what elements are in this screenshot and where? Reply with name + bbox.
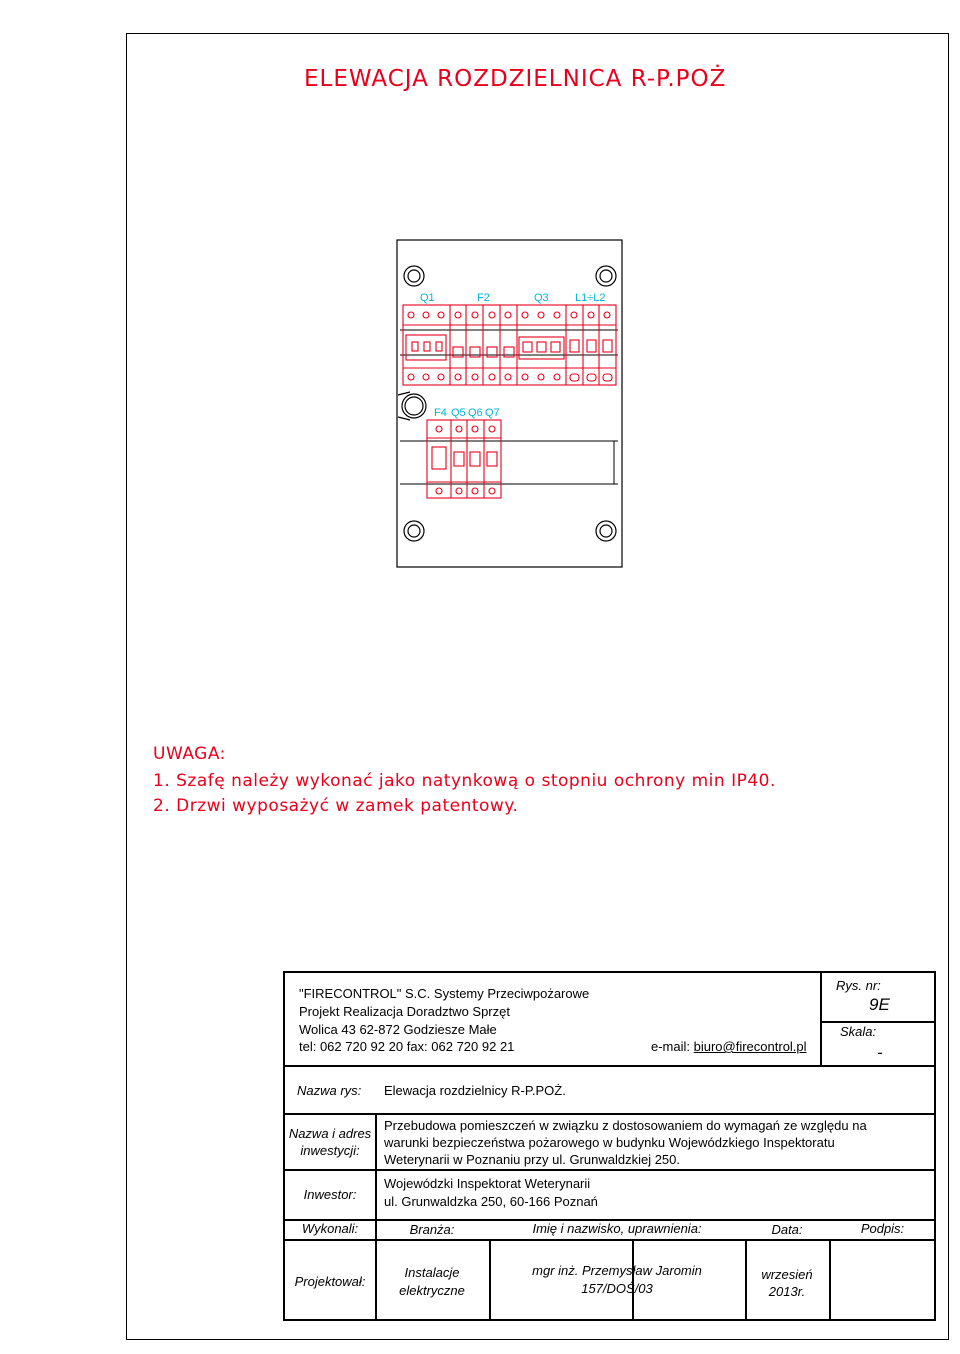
label-q7: Q7	[485, 407, 500, 419]
branch-line-1: Instalacje	[404, 1265, 460, 1280]
mounting-hole-top-left	[404, 266, 424, 286]
note-heading: UWAGA:	[153, 744, 226, 764]
date-year: 2013r.	[768, 1284, 806, 1299]
designer-name: mgr inż. Przemysław Jaromin	[532, 1263, 702, 1278]
designer-license: 157/DOŚ/03	[581, 1281, 653, 1296]
label-q5: Q5	[451, 407, 466, 419]
company-phone: tel: 062 720 92 20 fax: 062 720 92 21	[299, 1039, 515, 1054]
mounting-hole-top-right	[596, 266, 616, 286]
note-item-2: 2. Drzwi wyposażyć w zamek patentowy.	[153, 796, 519, 816]
label-f2: F2	[477, 292, 490, 304]
mounting-hole-bottom-right	[596, 521, 616, 541]
investment-label-1: Nazwa i adres	[288, 1126, 372, 1141]
signature-field	[829, 1239, 936, 1321]
drawing-name: Elewacja rozdzielnicy R-P.POŻ.	[384, 1083, 566, 1098]
din-rail-top	[400, 330, 618, 355]
note-item-1: 1. Szafę należy wykonać jako natynkową o stopniu ochrony min IP40.	[153, 771, 776, 791]
header-signature: Podpis:	[860, 1221, 905, 1236]
company-services: Projekt Realizacja Doradztwo Sprzęt	[299, 1004, 510, 1019]
role-designed: Projektował:	[294, 1274, 366, 1289]
header-name: Imię i nazwisko, uprawnienia:	[532, 1221, 702, 1236]
label-q6: Q6	[468, 407, 483, 419]
investor-line-2: ul. Grunwaldzka 250, 60-166 Poznań	[384, 1194, 598, 1209]
drawing-title: ELEWACJA ROZDZIELNICA R-P.POŻ	[304, 66, 727, 92]
company-email: e-mail: biuro@firecontrol.pl	[651, 1039, 807, 1054]
investor-label: Inwestor:	[303, 1187, 357, 1202]
investment-line-1: Przebudowa pomieszczeń w związku z dostosowaniem do wymagań ze względu na	[384, 1118, 867, 1133]
header-branch: Branża:	[409, 1222, 455, 1237]
date-month: wrzesień	[761, 1267, 813, 1282]
figure-number-label: Rys. nr:	[836, 978, 881, 993]
header-date: Data:	[771, 1222, 803, 1237]
investment-label-2: inwestycji:	[300, 1143, 360, 1158]
drawing-name-label: Nazwa rys:	[297, 1083, 362, 1098]
label-l1-l2: L1÷L2	[575, 292, 606, 304]
header-done-by: Wykonali:	[301, 1221, 359, 1236]
company-address: Wolica 43 62-872 Godziesze Małe	[299, 1022, 497, 1037]
scale-value: -	[877, 1043, 883, 1062]
top-row-devices	[403, 305, 616, 385]
investor-line-1: Wojewódzki Inspektorat Weterynarii	[384, 1176, 591, 1191]
email-link[interactable]: biuro@firecontrol.pl	[693, 1039, 807, 1054]
label-q3: Q3	[534, 292, 549, 304]
company-name: "FIRECONTROL" S.C. Systemy Przeciwpożarowe	[299, 986, 590, 1001]
branch-line-2: elektryczne	[399, 1283, 465, 1298]
mounting-hole-bottom-left	[404, 521, 424, 541]
bottom-row-devices	[427, 420, 501, 498]
figure-number: 9E	[869, 995, 890, 1014]
label-f4: F4	[434, 407, 447, 419]
investment-line-3: Weterynarii w Poznaniu przy ul. Grunwaldzkiej 250.	[384, 1152, 681, 1167]
title-block	[283, 971, 936, 1321]
enclosure-outline	[397, 240, 622, 567]
label-q1: Q1	[420, 292, 435, 304]
investment-line-2: warunki bezpieczeństwa pożarowego w budynku Wojewódzkiego Inspektoratu	[384, 1135, 835, 1150]
lock-symbol	[398, 392, 426, 420]
scale-label: Skala:	[840, 1024, 877, 1039]
